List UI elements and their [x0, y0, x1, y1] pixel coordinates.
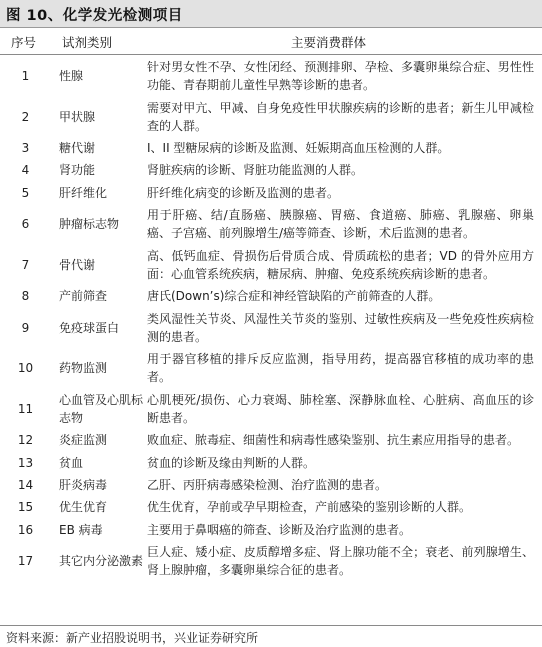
table-row — [0, 519, 542, 541]
source-divider — [0, 625, 542, 626]
table-row — [0, 182, 542, 204]
table-row — [0, 245, 542, 286]
table-row — [0, 285, 542, 307]
row-number: 15 — [17, 500, 34, 515]
row-number: 8 — [21, 289, 30, 304]
row-category: 肾功能 — [59, 163, 96, 178]
table-row — [0, 429, 542, 451]
table-row — [0, 496, 542, 518]
header-category: 试剂类别 — [62, 35, 113, 50]
chemiluminescence-items-table — [0, 56, 542, 581]
header-population: 主要消费群体 — [291, 35, 367, 50]
row-number: 7 — [21, 257, 30, 272]
row-number: 1 — [21, 69, 30, 84]
row-population: 心肌梗死/损伤、心力衰竭、肺栓塞、深静脉血栓、心脏病、高血压的诊断患者。 — [147, 392, 534, 426]
row-population: 巨人症、矮小症、皮质醇增多症、肾上腺功能不全；衰老、前列腺增生、肾上腺肿瘤，多囊卵巢综合征的患者。 — [147, 544, 534, 578]
row-population: 主要用于鼻咽癌的筛查、诊断及治疗监测的患者。 — [147, 522, 412, 537]
row-number: 5 — [21, 185, 30, 200]
row-number: 17 — [17, 553, 34, 568]
row-number: 6 — [21, 217, 30, 232]
row-category: 骨代谢 — [59, 257, 96, 272]
row-number: 11 — [17, 401, 34, 416]
header-number: 序号 — [11, 35, 37, 50]
row-category: 甲状腺 — [59, 109, 96, 124]
table-row — [0, 389, 542, 430]
row-category: 心血管及心肌标志物 — [59, 392, 144, 426]
row-category: 贫血 — [59, 455, 84, 470]
row-category: 肝纤维化 — [59, 185, 108, 200]
row-population: 用于器官移植的排斥反应监测，指导用药，提高器官移植的成功率的患者。 — [147, 352, 534, 385]
row-population: 需要对甲亢、甲减、自身免疫性甲状腺疾病的诊断的患者；新生儿甲减检查的人群。 — [147, 100, 534, 133]
table-row — [0, 56, 542, 97]
row-category: 肝炎病毒 — [59, 477, 108, 492]
table-row — [0, 97, 542, 138]
table-row — [0, 159, 542, 181]
row-number: 9 — [21, 320, 30, 335]
row-number: 10 — [17, 361, 34, 376]
row-population: 类风湿性关节炎、风湿性关节炎的鉴别、过敏性疾病及一些免疫性疾病检测的患者。 — [147, 311, 534, 344]
row-population: 贫血的诊断及缘由判断的人群。 — [147, 455, 316, 470]
figure-title-bar — [0, 0, 542, 28]
table-row — [0, 348, 542, 389]
row-population: 肝纤维化病变的诊断及监测的患者。 — [147, 185, 340, 200]
row-number: 3 — [21, 141, 30, 156]
row-population: 败血症、脓毒症、细菌性和病毒性感染鉴别、抗生素应用指导的患者。 — [147, 433, 520, 448]
row-number: 12 — [17, 433, 34, 448]
row-population: 肾脏疾病的诊断、肾脏功能监测的人群。 — [147, 163, 364, 178]
table-row — [0, 308, 542, 349]
row-category: 免疫球蛋白 — [59, 320, 120, 335]
figure-title: 图 10、化学发光检测项目 — [6, 8, 183, 24]
row-category: 其它内分泌激素 — [59, 553, 144, 568]
row-category: 优生优育 — [59, 500, 108, 515]
table-row — [0, 541, 542, 582]
row-category: 产前筛查 — [59, 289, 108, 304]
row-category: 性腺 — [59, 69, 84, 84]
header-divider — [0, 54, 542, 55]
source-note: 资料来源：新产业招股说明书，兴业证券研究所 — [6, 631, 259, 645]
row-population: 高、低钙血症、骨损伤后骨质合成、骨质疏松的患者；VD 的骨外应用方面：心血管系统疾病，糖尿病、肿瘤、免疫系统疾病诊断的患者。 — [147, 248, 534, 281]
row-category: 药物监测 — [59, 361, 108, 376]
table-row — [0, 474, 542, 496]
row-number: 14 — [17, 477, 34, 492]
row-number: 13 — [17, 455, 34, 470]
row-category: 糖代谢 — [59, 141, 96, 156]
row-population: 用于肝癌、结/直肠癌、胰腺癌、胃癌、食道癌、肺癌、乳腺癌、卵巢癌、子宫癌、前列腺增生/癌等筛查、诊断，术后监测的患者。 — [147, 208, 534, 241]
row-population: I、II 型糖尿病的诊断及监测、妊娠期高血压检测的人群。 — [147, 141, 450, 156]
row-population: 优生优育，孕前或孕早期检查，产前感染的鉴别诊断的人群。 — [147, 500, 472, 515]
row-population: 乙肝、丙肝病毒感染检测、治疗监测的患者。 — [147, 477, 388, 492]
row-population: 针对男女性不孕、女性闭经、预测排卵、孕检、多囊卵巢综合症、男性性功能、青春期前儿童性早熟等诊断的患者。 — [147, 60, 534, 93]
row-population: 唐氏(Down’s)综合症和神经管缺陷的产前筛查的人群。 — [147, 289, 441, 304]
table-row — [0, 452, 542, 474]
row-number: 2 — [21, 109, 30, 124]
row-number: 16 — [17, 522, 34, 537]
row-number: 4 — [21, 163, 30, 178]
table-row — [0, 137, 542, 159]
row-category: EB 病毒 — [59, 522, 103, 537]
row-category: 炎症监测 — [59, 433, 108, 448]
row-category: 肿瘤标志物 — [59, 217, 120, 232]
table-row — [0, 204, 542, 245]
